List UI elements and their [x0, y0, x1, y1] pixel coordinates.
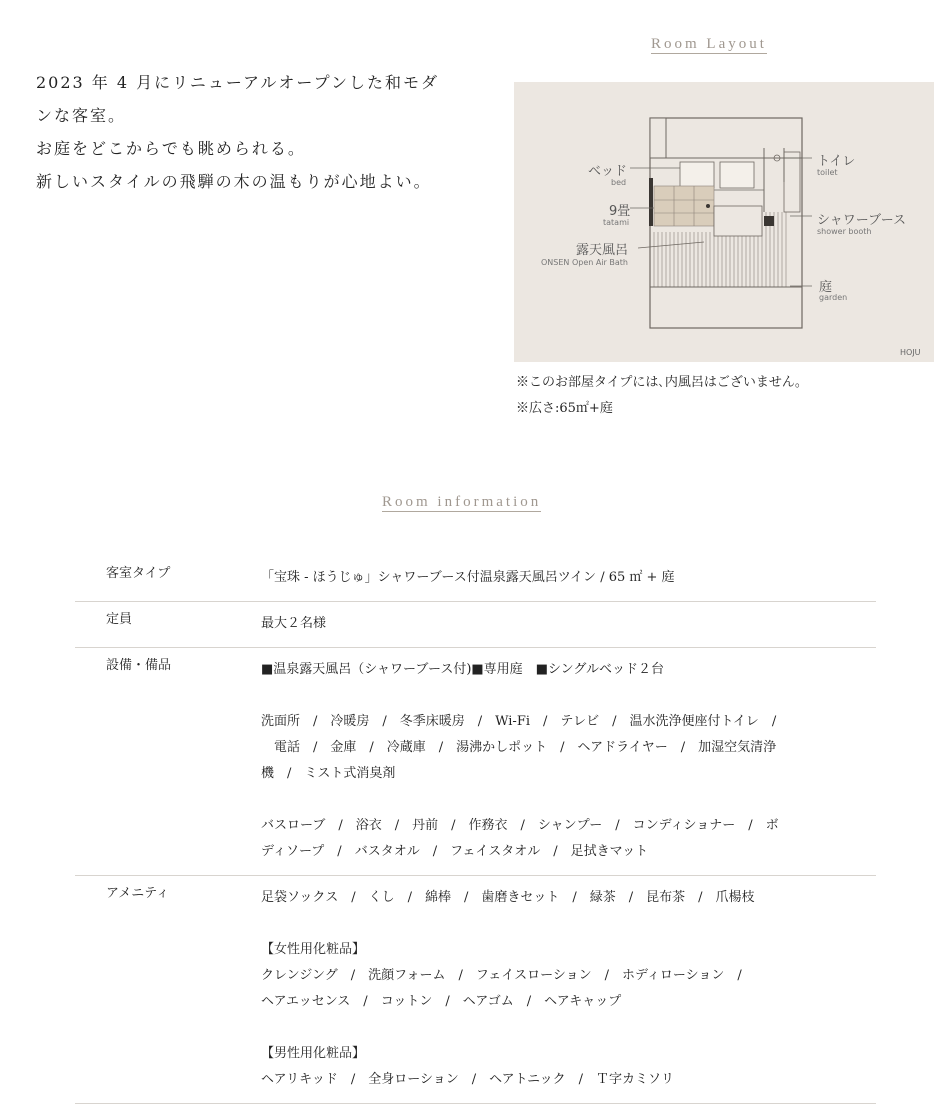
plan-label-bath-en: ONSEN Open Air Bath	[541, 258, 628, 267]
plan-label-shower-en: shower booth	[817, 227, 872, 236]
intro-line: お庭をどこからでも眺められる。	[36, 139, 306, 158]
plan-label-bed-en: bed	[611, 178, 627, 187]
info-label: 客室タイプ	[106, 566, 171, 581]
info-value-line: ヘアエッセンス / コットン / ヘアゴム / ヘアキャップ	[261, 994, 622, 1009]
info-value-spacer	[261, 1015, 876, 1041]
plan-label-garden-en: garden	[819, 293, 848, 302]
room-information-heading: Room information	[382, 494, 542, 510]
intro-text	[36, 66, 506, 198]
room-information-table	[75, 556, 876, 1104]
info-value-line: バスローブ / 浴衣 / 丹前 / 作務衣 / シャンプー / コンディショナー / ボ	[261, 818, 779, 833]
info-row-capacity	[75, 602, 876, 648]
info-value-line: ディソープ / バスタオル / フェイスタオル / 足拭きマット	[261, 844, 649, 859]
plan-label-bed: ベッド	[588, 164, 628, 179]
plan-label-garden: 庭	[819, 280, 833, 295]
info-value-line: 電話 / 金庫 / 冷蔵庫 / 湯沸かしポット / ヘアドライヤー / 加湿空気清浄	[261, 740, 777, 755]
info-value-line: ヘアリキッド / 全身ローション / ヘアトニック / Ｔ字カミソリ	[261, 1072, 675, 1087]
floor-plan	[514, 82, 934, 362]
info-value-line: 機 / ミスト式消臭剤	[261, 766, 396, 781]
info-label: 設備・備品	[106, 658, 172, 673]
plan-label-toilet: トイレ	[817, 154, 856, 169]
info-value-spacer	[261, 911, 876, 937]
layout-note: ※このお部屋タイプには､内風呂はございません｡	[516, 375, 802, 390]
info-row-room-type	[75, 556, 876, 602]
layout-note: ※広さ:65㎡+庭	[516, 401, 613, 416]
plan-label-shower: シャワーブース	[817, 213, 907, 228]
info-value-line: 【男性用化粧品】	[261, 1046, 366, 1061]
info-value	[236, 602, 876, 648]
plan-label-bath: 露天風呂	[576, 243, 629, 258]
intro-line: ンな客室。	[36, 106, 127, 125]
info-value-line: 【女性用化粧品】	[261, 942, 366, 957]
info-value-line: 足袋ソックス / くし / 綿棒 / 歯磨きセット / 緑茶 / 昆布茶 / 爪楊枝	[261, 890, 755, 905]
info-label: アメニティ	[106, 886, 170, 901]
info-value-line: ■温泉露天風呂（シャワーブース付)■専用庭 ■シングルベッド２台	[261, 662, 664, 677]
info-value-line: クレンジング / 洗顔フォーム / フェイスローション / ホディローション /	[261, 968, 742, 983]
intro-line: 2023 年 4 月にリニューアルオープンした和モダ	[36, 73, 439, 92]
info-value-spacer	[261, 683, 876, 709]
plan-brand: HOJU	[900, 348, 921, 357]
info-value	[236, 648, 876, 876]
layout-notes	[516, 370, 801, 422]
info-value-line: 洗面所 / 冷暖房 / 冬季床暖房 / Wi-Fi / テレビ / 温水洗浄便座付トイレ /	[261, 714, 777, 729]
info-value	[236, 876, 876, 1104]
info-value	[236, 556, 876, 602]
plan-label-tatami-en: tatami	[603, 218, 630, 227]
plan-label-toilet-en: toilet	[817, 168, 838, 177]
info-value-line: 「宝珠 - ほうじゅ」シャワーブース付温泉露天風呂ツイン / 65 ㎡ + 庭	[261, 570, 675, 585]
info-label: 定員	[106, 612, 133, 627]
info-row-amenities	[75, 876, 876, 1104]
info-value-spacer	[261, 787, 876, 813]
info-value-line: 最大２名様	[261, 616, 327, 631]
info-row-facilities	[75, 648, 876, 876]
intro-line: 新しいスタイルの飛騨の木の温もりが心地よい。	[36, 172, 432, 191]
plan-label-tatami: 9畳	[609, 204, 631, 219]
room-layout-heading: Room Layout	[651, 36, 767, 52]
